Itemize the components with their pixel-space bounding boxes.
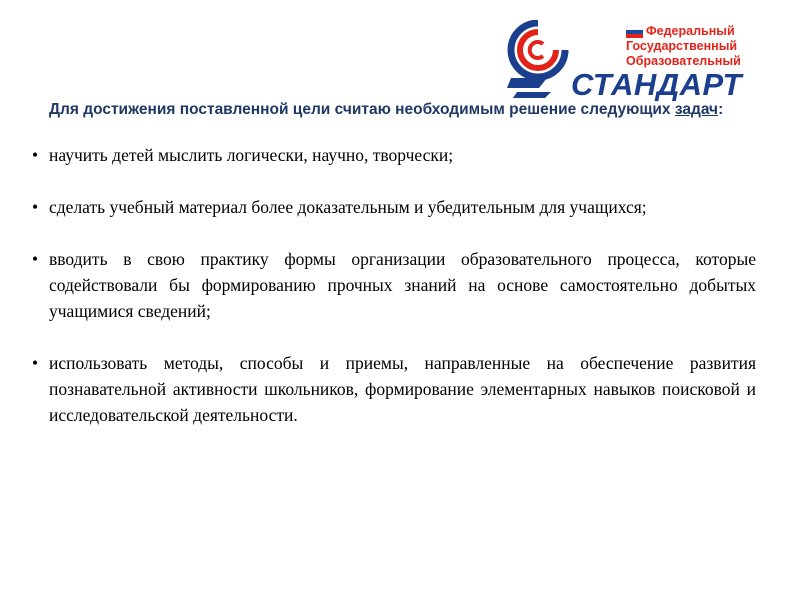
logo-line-educational: Образовательный bbox=[626, 54, 741, 68]
intro-paragraph bbox=[32, 97, 756, 123]
logo-word-standard: СТАНДАРТ bbox=[571, 67, 742, 102]
bullet-icon: • bbox=[32, 249, 39, 269]
fgos-logo bbox=[505, 20, 760, 100]
task-item bbox=[32, 246, 756, 324]
intro-link-tasks[interactable]: задач bbox=[674, 101, 719, 118]
task-text: сделать учебный материал более доказательным и убедительным для учащихся; bbox=[49, 197, 647, 217]
task-text: вводить в свою практику формы организации образовательного процесса, которые содействовали бы формированию прочных знаний на основе самостоятельно добытых учащимися сведений; bbox=[49, 249, 756, 321]
bullet-icon: • bbox=[32, 353, 39, 373]
logo-line-federal: Федеральный bbox=[646, 24, 735, 38]
task-list bbox=[32, 142, 756, 428]
intro-colon: : bbox=[718, 101, 724, 118]
task-text: научить детей мыслить логически, научно, творчески; bbox=[49, 145, 454, 165]
bullet-icon: • bbox=[32, 145, 39, 165]
russian-flag-icon bbox=[626, 26, 643, 38]
task-item bbox=[32, 350, 756, 428]
slide-content bbox=[32, 97, 756, 454]
task-item bbox=[32, 142, 756, 168]
intro-text: Для достижения поставленной цели считаю необходимым решение следующих bbox=[49, 101, 675, 118]
task-text: использовать методы, способы и приемы, направленные на обеспечение развития познавательной активности школьников, формирование элементарных навыков поисковой и исследовательской деятельности. bbox=[49, 353, 756, 425]
bullet-icon: • bbox=[32, 197, 39, 217]
task-item bbox=[32, 194, 756, 220]
logo-line-state: Государственный bbox=[626, 39, 738, 53]
fgos-emblem-icon bbox=[505, 20, 571, 100]
